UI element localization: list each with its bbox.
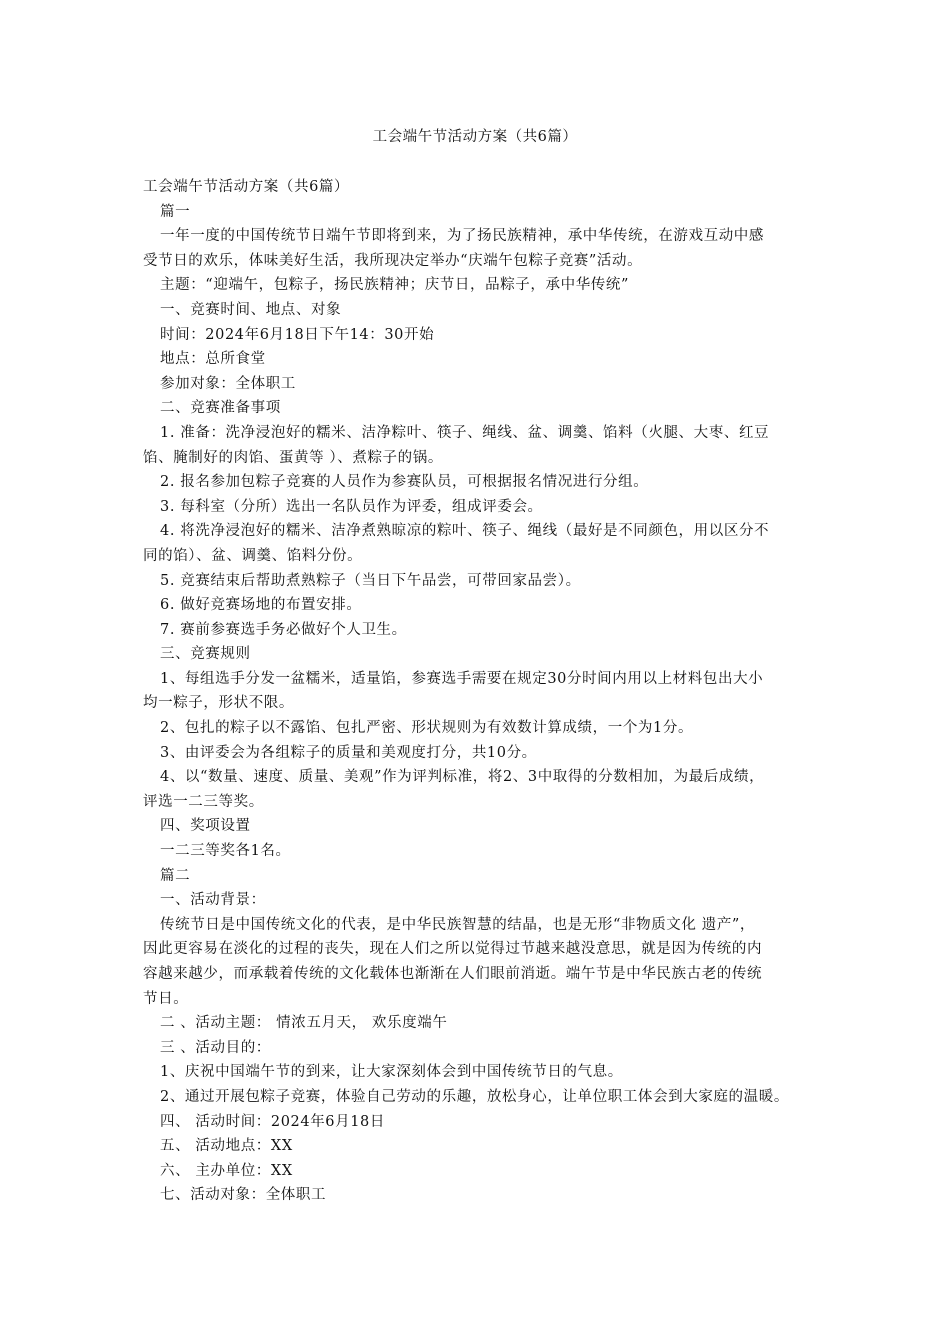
paragraph-line: 6. 做好竞赛场地的布置安排。 (160, 597, 362, 614)
paragraph-line: 3、由评委会为各组粽子的质量和美观度打分，共10分。 (160, 744, 537, 761)
paragraph-line: 二、竞赛准备事项 (160, 400, 281, 417)
paragraph-line: 传统节日是中国传统文化的代表，是中华民族智慧的结晶，也是无形“非物质文化 遗产”， (160, 916, 756, 933)
paragraph-line: 三 、活动目的： (160, 1039, 271, 1056)
paragraph-line: 节日。 (143, 990, 189, 1007)
paragraph-line: 均一粽子，形状不限。 (143, 695, 294, 712)
paragraph-line: 主题：“迎端午，包粽子，扬民族精神；庆节日，品粽子，承中华传统” (160, 277, 630, 294)
paragraph-line: 2. 报名参加包粽子竞赛的人员作为参赛队员，可根据报名情况进行分组。 (160, 474, 649, 491)
paragraph-line: 地点：总所食堂 (160, 351, 266, 368)
paragraph-line: 容越来越少，而承载着传统的文化载体也渐渐在人们眼前消逝。端午节是中华民族古老的传统 (143, 966, 763, 982)
paragraph-line: 二 、活动主题： 情浓五月天， 欢乐度端午 (160, 1015, 448, 1032)
paragraph-line: 五、 活动地点：XX (160, 1138, 293, 1155)
paragraph-line: 2、通过开展包粽子竞赛，体验自己劳动的乐趣，放松身心，让单位职工体会到大家庭的温暖。 (160, 1088, 789, 1105)
paragraph-line: 1、每组选手分发一盆糯米，适量馅，参赛选手需要在规定30分时间内用以上材料包出大小 (160, 670, 764, 687)
paragraph-line: 参加对象：全体职工 (160, 375, 296, 392)
paragraph-line: 4. 将洗净浸泡好的糯米、洁净煮熟晾凉的粽叶、筷子、绳线（最好是不同颜色，用以区分不 (160, 523, 770, 540)
paragraph-line: 篇二 (160, 867, 191, 884)
paragraph-line: 四、 活动时间：2024年6月18日 (160, 1113, 385, 1130)
paragraph-line: 馅、腌制好的肉馅、蛋黄等 ）、煮粽子的锅。 (143, 449, 443, 466)
paragraph-line: 一二三等奖各1名。 (160, 843, 291, 860)
paragraph-line: 三、竞赛规则 (160, 646, 251, 663)
document-heading: 工会端午节活动方案（共6篇） (143, 179, 350, 195)
paragraph-line: 1. 准备：洗净浸泡好的糯米、洁净粽叶、筷子、绳线、盆、调羹、馅料（火腿、大枣、红豆 (160, 424, 770, 441)
paragraph-line: 一、活动背景： (160, 892, 266, 909)
page-title: 工会端午节活动方案（共6篇） (372, 129, 578, 145)
paragraph-line: 六、 主办单位：XX (160, 1162, 293, 1179)
paragraph-line: 同的馅）、盆、调羹、馅料分份。 (143, 547, 363, 564)
paragraph-line: 受节日的欢乐，体味美好生活，我所现决定举办“庆端午包粽子竞赛”活动。 (143, 252, 643, 269)
paragraph-line: 4、以“数量、速度、质量、美观”作为评判标准，将2、3中取得的分数相加，为最后成绩， (160, 769, 765, 786)
paragraph-line: 评选一二三等奖。 (143, 793, 264, 810)
paragraph-line: 四、奖项设置 (160, 818, 251, 835)
paragraph-line: 5. 竞赛结束后帮助煮熟粽子（当日下午品尝，可带回家品尝）。 (160, 572, 581, 589)
paragraph-line: 7. 赛前参赛选手务必做好个人卫生。 (160, 621, 407, 638)
paragraph-line: 时间：2024年6月18日下午14：30开始 (160, 326, 435, 343)
paragraph-line: 2、包扎的粽子以不露馅、包扎严密、形状规则为有效数计算成绩，一个为1分。 (160, 720, 694, 737)
paragraph-line: 七、活动对象：全体职工 (160, 1187, 327, 1204)
paragraph-line: 3. 每科室（分所）选出一名队员作为评委，组成评委会。 (160, 498, 543, 515)
paragraph-line: 一、竞赛时间、地点、对象 (160, 301, 342, 318)
paragraph-line: 1、庆祝中国端午节的到来，让大家深刻体会到中国传统节日的气息。 (160, 1064, 623, 1081)
paragraph-line: 因此更容易在淡化的过程的丧失，现在人们之所以觉得过节越来越没意思，就是因为传统的内 (143, 941, 763, 958)
paragraph-line: 篇一 (160, 203, 191, 220)
paragraph-line: 一年一度的中国传统节日端午节即将到来，为了扬民族精神，承中华传统，在游戏互动中感 (160, 228, 764, 245)
document-body (143, 175, 823, 1208)
